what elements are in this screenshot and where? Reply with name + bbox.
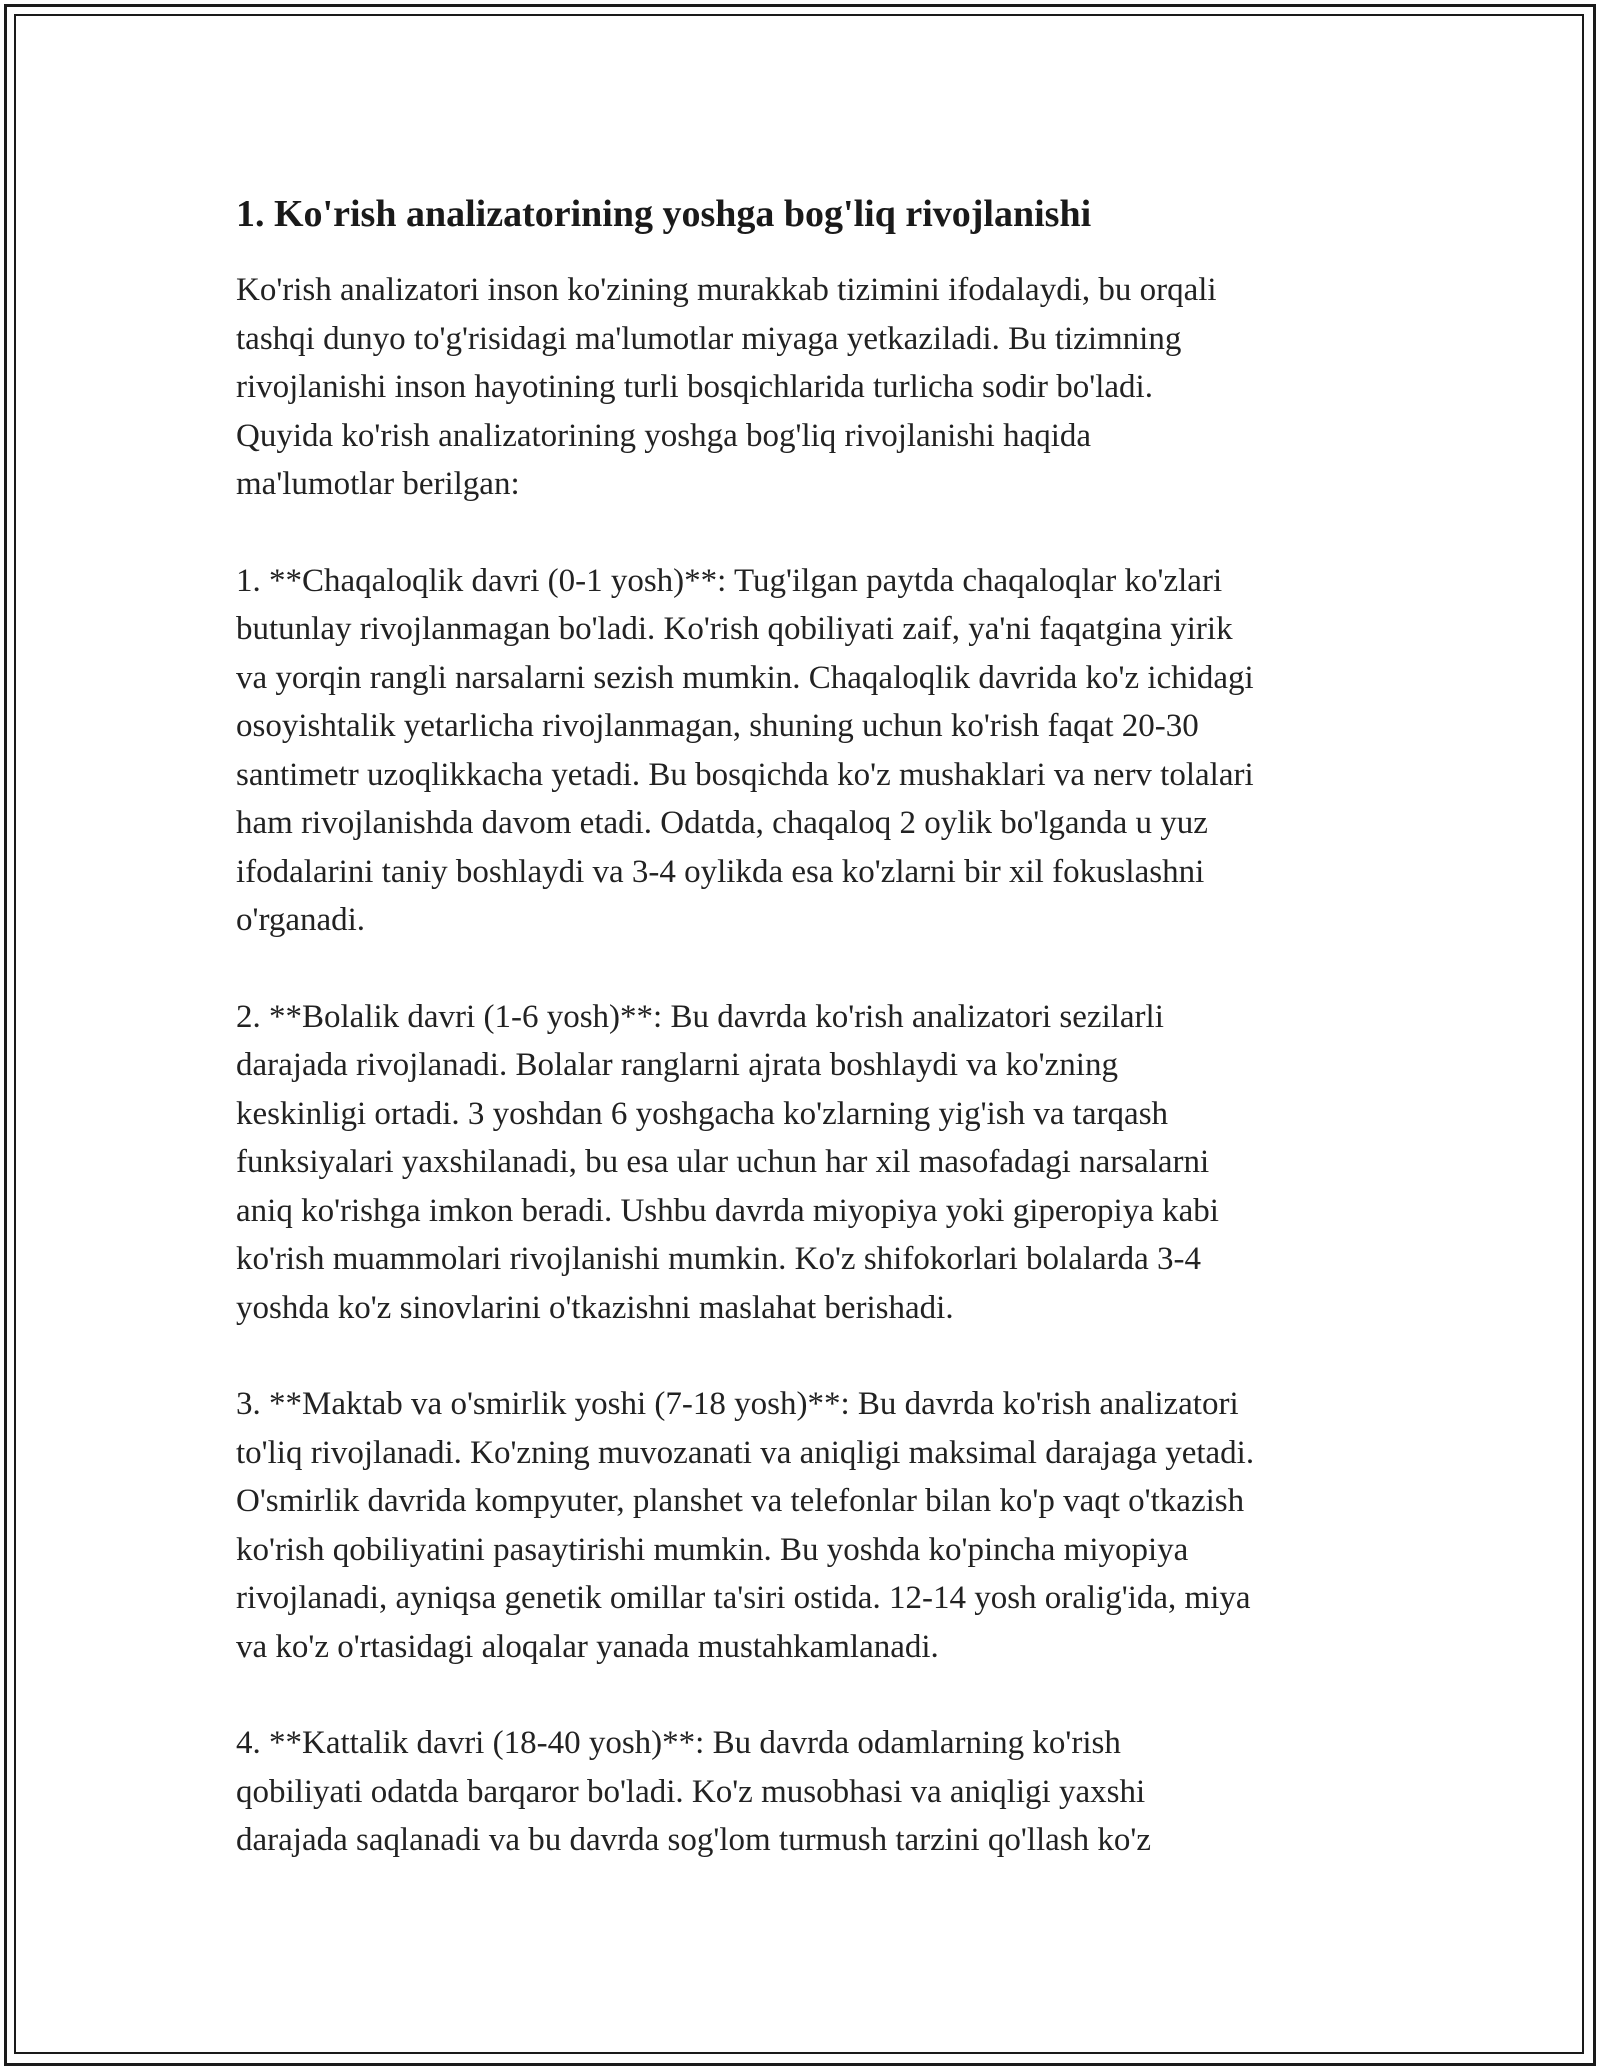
paragraph-line: ko'rish muammolari rivojlanishi mumkin. Ko'z shifokorlari bolalarda 3-4 <box>236 1241 1202 1277</box>
paragraph-line: 2. **Bolalik davri (1-6 yosh)**: Bu davrda ko'rish analizatori sezilarli <box>236 998 1164 1035</box>
paragraph-line: ifodalarini taniy boshlaydi va 3-4 oylikda esa ko'zlarni bir xil fokuslashni <box>236 853 1205 890</box>
paragraph <box>236 266 1396 509</box>
paragraph-line: funksiyalari yaxshilanadi, bu esa ular uchun har xil masofadagi narsalarni <box>236 1144 1210 1180</box>
document-title: 1. Ko'rish analizatorining yoshga bog'liq rivojlanishi <box>236 193 1092 235</box>
paragraph-line: 3. **Maktab va o'smirlik yoshi (7-18 yosh)**: Bu davrda ko'rish analizatori <box>236 1386 1239 1422</box>
paragraph-line: darajada rivojlanadi. Bolalar ranglarni ajrata boshlaydi va ko'zning <box>236 1047 1118 1083</box>
paragraph-line: yoshda ko'z sinovlarini o'tkazishni maslahat berishadi. <box>236 1289 954 1326</box>
paragraph-list <box>236 266 1396 1865</box>
paragraph-line: o'rganadi. <box>236 902 366 938</box>
document-body <box>236 186 1396 1913</box>
paragraph-line: va yorqin rangli narsalarni sezish mumkin. Chaqaloqlik davrida ko'z ichidagi <box>236 659 1254 696</box>
paragraph-line: rivojlanishi inson hayotining turli bosqichlarida turlicha sodir bo'ladi. <box>236 369 1153 405</box>
paragraph-line: butunlay rivojlanmagan bo'ladi. Ko'rish qobiliyati zaif, ya'ni faqatgina yirik <box>236 611 1233 647</box>
paragraph-line: 1. **Chaqaloqlik davri (0-1 yosh)**: Tug'ilgan paytda chaqaloqlar ko'zlari <box>236 562 1223 599</box>
paragraph-line: santimetr uzoqlikkacha yetadi. Bu bosqichda ko'z mushaklari va nerv tolalari <box>236 756 1254 793</box>
paragraph-line: darajada saqlanadi va bu davrda sog'lom turmush tarzini qo'llash ko'z <box>236 1822 1151 1858</box>
paragraph-line: aniq ko'rishga imkon beradi. Ushbu davrda miyopiya yoki giperopiya kabi <box>236 1192 1219 1229</box>
paragraph-line: osoyishtalik yetarlicha rivojlanmagan, shuning uchun ko'rish faqat 20-30 <box>236 708 1199 744</box>
paragraph-line: ko'rish qobiliyatini pasaytirishi mumkin. Bu yoshda ko'pincha miyopiya <box>236 1531 1189 1568</box>
paragraph-line: tashqi dunyo to'g'risidagi ma'lumotlar miyaga yetkaziladi. Bu tizimning <box>236 320 1182 357</box>
paragraph <box>236 1719 1396 1865</box>
paragraph-line: 4. **Kattalik davri (18-40 yosh)**: Bu davrda odamlarning ko'rish <box>236 1725 1121 1761</box>
paragraph <box>236 557 1396 945</box>
paragraph-line: Ko'rish analizatori inson ko'zining murakkab tizimini ifodalaydi, bu orqali <box>236 272 1217 308</box>
paragraph-line: to'liq rivojlanadi. Ko'zning muvozanati va aniqligi maksimal darajaga yetadi. <box>236 1434 1255 1471</box>
paragraph-line: va ko'z o'rtasidagi aloqalar yanada mustahkamlanadi. <box>236 1628 939 1665</box>
paragraph-line: ham rivojlanishda davom etadi. Odatda, chaqaloq 2 oylik bo'lganda u yuz <box>236 805 1208 841</box>
paragraph-line: ma'lumotlar berilgan: <box>236 466 520 502</box>
paragraph <box>236 993 1396 1333</box>
paragraph-line: Quyida ko'rish analizatorining yoshga bog'liq rivojlanishi haqida <box>236 417 1092 454</box>
paragraph-line: O'smirlik davrida kompyuter, planshet va telefonlar bilan ko'p vaqt o'tkazish <box>236 1483 1245 1519</box>
paragraph-line: rivojlanadi, ayniqsa genetik omillar ta'siri ostida. 12-14 yosh oralig'ida, miya <box>236 1580 1251 1616</box>
paragraph-line: qobiliyati odatda barqaror bo'ladi. Ko'z musobhasi va aniqligi yaxshi <box>236 1773 1146 1810</box>
paragraph-line: keskinligi ortadi. 3 yoshdan 6 yoshgacha ko'zlarning yig'ish va tarqash <box>236 1095 1169 1132</box>
paragraph <box>236 1380 1396 1671</box>
